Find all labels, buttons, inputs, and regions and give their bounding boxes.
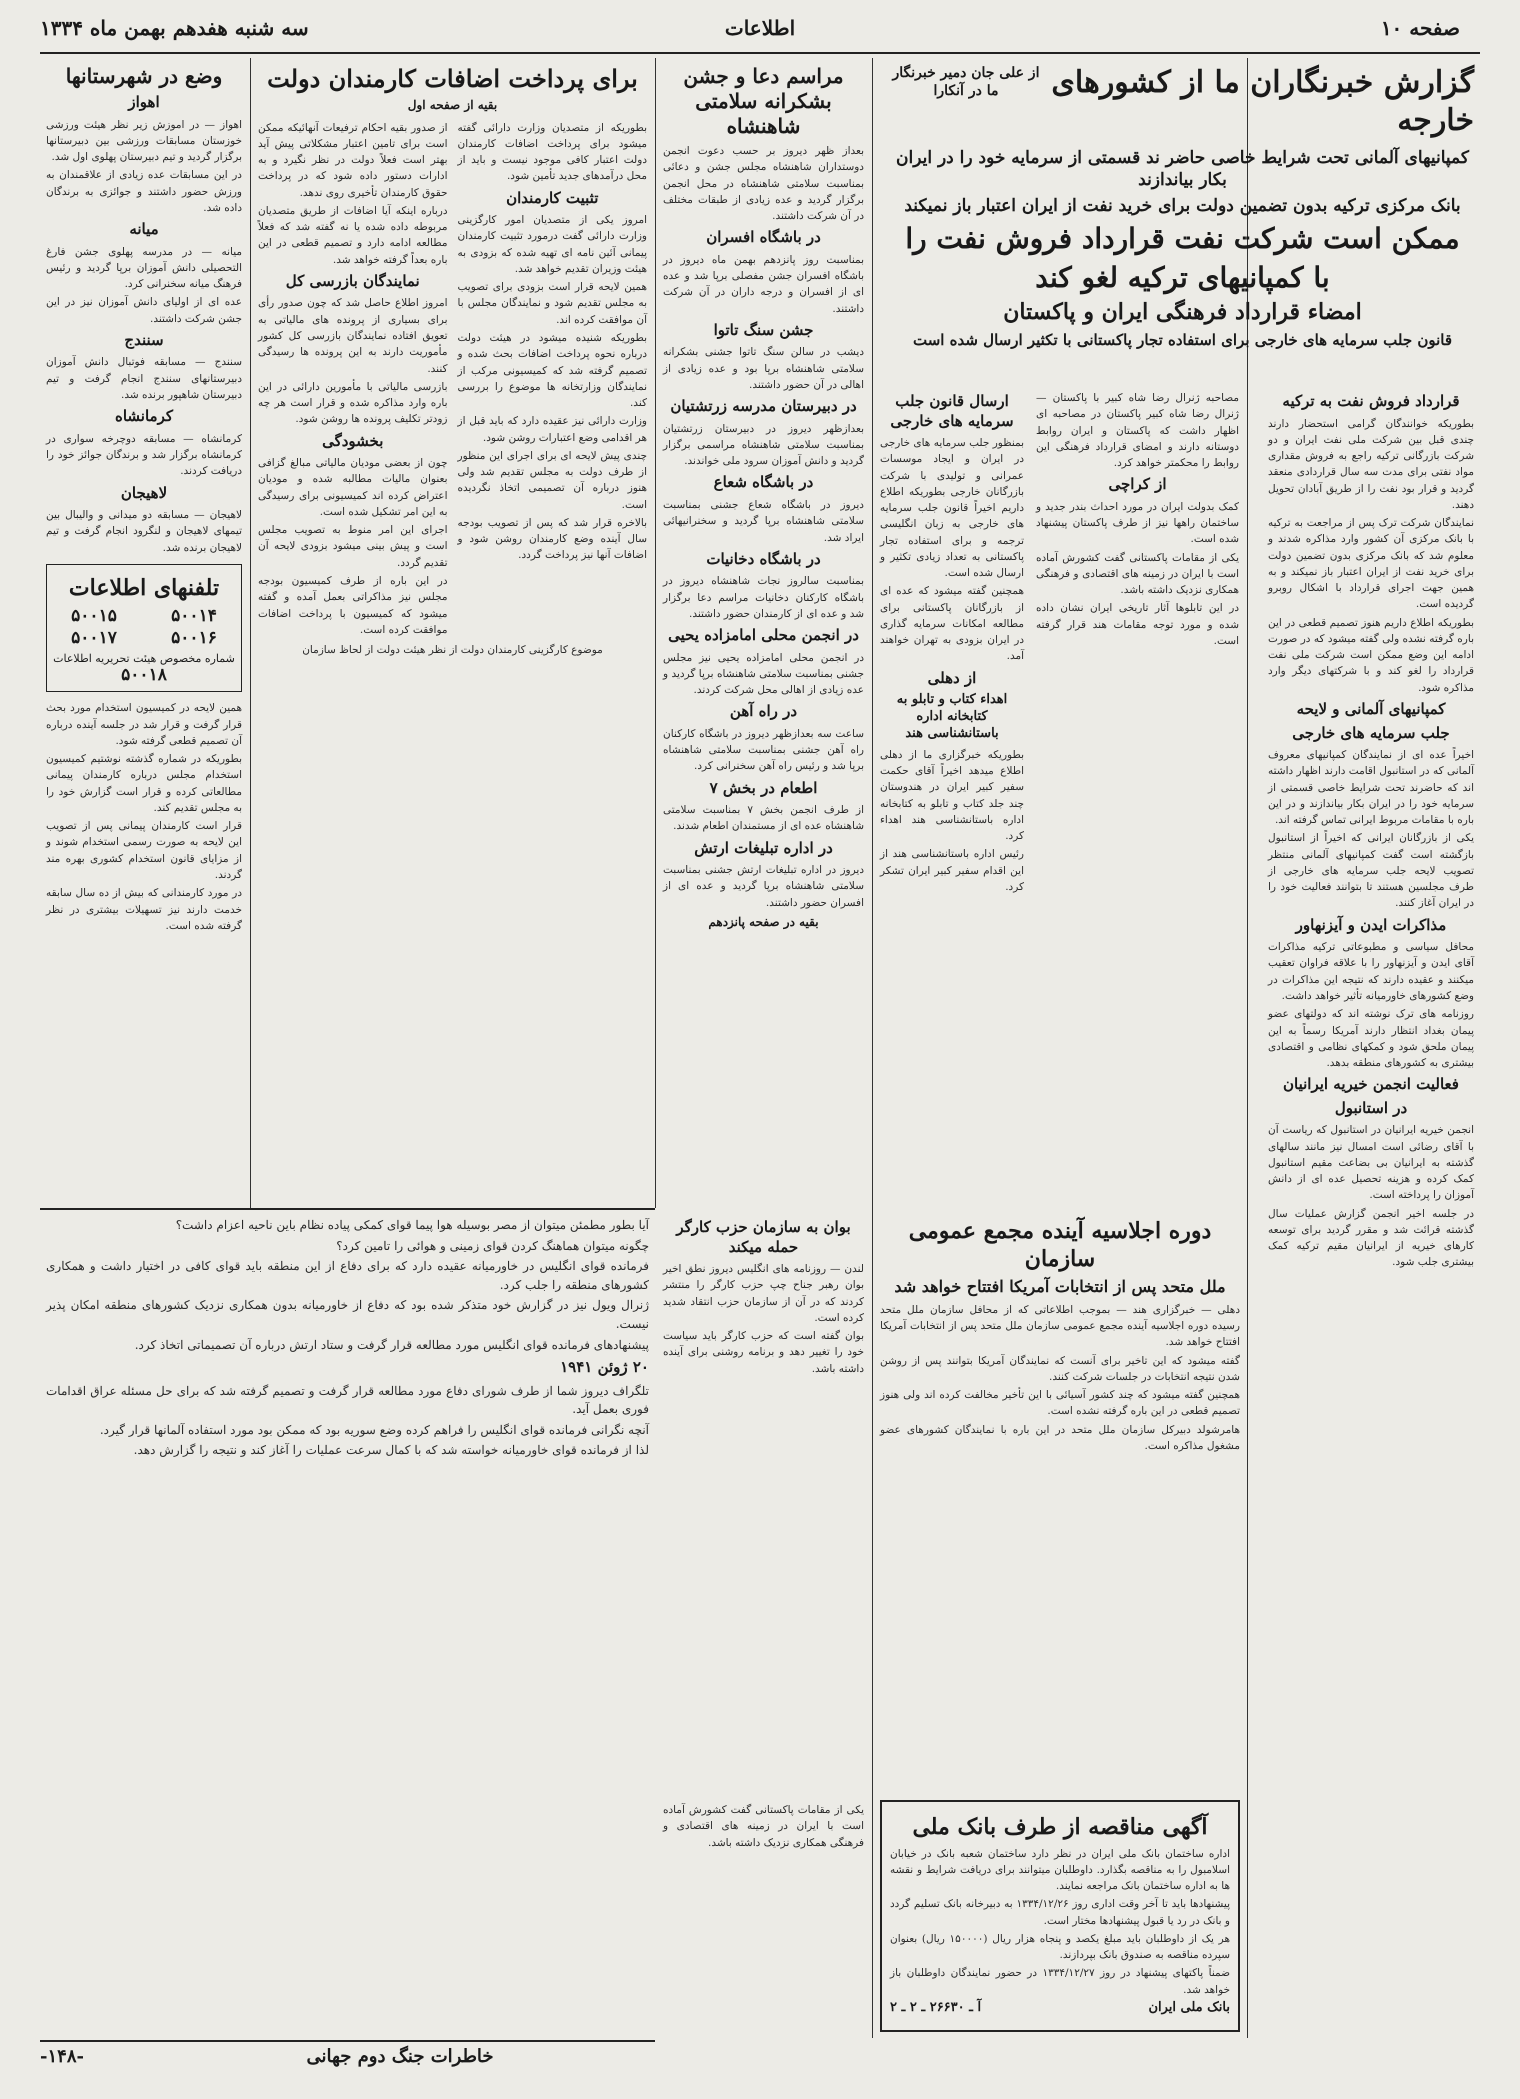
- subheading: در دبیرستان مدرسه زرتشتیان: [670, 397, 857, 416]
- subheading: از دهلی: [927, 668, 977, 687]
- paragraph: همچنین گفته میشود که چند کشور آسیائی با این تأخیر مخالفت کرده اند ولی هنوز تصمیم قطعی در این باره گرفته نشده است.: [880, 1389, 1240, 1418]
- provinces-article: [40, 60, 248, 1208]
- paragraph: در انجمن محلی امامزاده یحیی نیز مجلس جشنی بمناسبت سلامتی شاهنشاه برپا گردید و عده زیادی از اهالی محل شرکت کردند.: [663, 651, 864, 697]
- paragraph: کمک بدولت ایران در مورد احداث بندر جدید و ساختمان راهها نیز از طرف پاکستان پیشنهاد شده است.: [1036, 500, 1239, 546]
- paragraph: همین لایحه در کمیسیون استخدام مورد بحث قرار گرفت و قرار شد در جلسه آینده درباره آن تصمیم قطعی گرفته شود.: [46, 702, 242, 747]
- paragraph: انجمن خیریه ایرانیان در استانبول که ریاست آن با آقای رضائی است امسال نیز مانند سالهای گذشته به ایرانیان بی بضاعت مقیم استانبول کمک کرده و هزینه تحصیل عده ای از دانش آموزان را پرداخته است.: [1268, 1124, 1474, 1202]
- article-title: دوره اجلاسیه آینده مجمع عمومی سازمان: [908, 1218, 1212, 1272]
- paragraph: اجرای این امر منوط به تصویب مجلس است و پیش بینی میشود بزودی لایحه آن تقدیم گردد.: [258, 524, 448, 569]
- paragraph: دهلی — خبرگزاری هند — بموجب اطلاعاتی که از محافل سازمان ملل متحد رسیده دوره اجلاسیه آینده مجمع عمومی سازمان ملل متحد پس از انتخابات آمریکا افتتاح خواهد شد.: [880, 1303, 1240, 1349]
- subheading: در باشگاه شعاع: [713, 473, 814, 492]
- city-heading: سنندج: [124, 330, 164, 349]
- paragraph: در مورد کارمندانی که بیش از ده سال سابقه خدمت دارند نیز تسهیلات بیشتری در نظر گرفته شده است.: [46, 887, 242, 932]
- column-rule: [655, 58, 656, 1208]
- subheading: در راه آهن: [729, 702, 798, 721]
- paragraph: از طرف انجمن بخش ۷ بمناسبت سلامتی شاهنشاه عده ای از مستمندان اطعام شدند.: [663, 804, 865, 833]
- paragraph: بطوریکه در شماره گذشته نوشتیم کمیسیون استخدام مجلس درباره کارمندان پیمانی مطالعاتی کرده و قرار است گزارش خود را به مجلس تقدیم کند.: [46, 753, 242, 814]
- date-line: سه شنبه هفدهم بهمن ماه ۱۳۳۴: [40, 16, 309, 40]
- investment-law-column: [874, 388, 1030, 1208]
- paragraph: چگونه میتوان هماهنگ کردن قوای زمینی و هوائی را تامین کرد؟: [336, 1238, 649, 1253]
- cultural-agreement-column: [1030, 388, 1245, 1208]
- article-title: وضع در شهرستانها: [65, 64, 223, 88]
- paragraph: در این تابلوها آثار تاریخی ایران نشان داده شده و مورد توجه مقامات هند قرار گرفته است.: [1036, 602, 1239, 647]
- paragraph: اخیراً عده ای از نمایندگان کمپانیهای معروف آلمانی که در استانبول اقامت دارند اظهار داشته اند که حاضرند تحت شرایط خاصی قسمتی از سرمایه خود را در ایران بکار بیاندازند و در این باره با مقامات مربوط ایرانی تماس گرفته اند.: [1268, 749, 1474, 827]
- un-meeting-continued: [657, 1214, 870, 1794]
- paragraph: یکی از مقامات پاکستانی گفت کشورش آماده است با ایران در زمینه های اقتصادی و فرهنگی همکاری نزدیک داشته باشد.: [663, 1804, 864, 1849]
- paragraph: مصاحبه ژنرال رضا شاه کبیر با پاکستان — ژنرال رضا شاه کبیر پاکستان در مصاحبه ای اظهار داشت که پاکستان و ایران روابط دوستانه دارند و امضای قرارداد فرهنگی این روابط را محکمتر خواهد کرد.: [1036, 392, 1239, 470]
- paragraph: چندی پیش لایحه ای برای اجرای این منظور از طرف دولت به مجلس تقدیم شد ولی هنوز درباره آن تصمیمی اتخاذ نگردیده است.: [457, 449, 647, 511]
- column-rule: [872, 1208, 873, 2038]
- phone-number: ۵۰۰۱۵: [71, 606, 117, 627]
- paragraph: بازرسی مالیاتی با مأمورین دارائی در این باره وارد مذاکره شده و قرار است هر چه زودتر تکلیف پرونده ها روشن شود.: [258, 380, 448, 426]
- phone-grid: [53, 606, 235, 648]
- article-title: مراسم دعا و جشن بشکرانه سلامتی شاهنشاه: [683, 64, 844, 138]
- subheading: نمایندگان بازرسی کل: [285, 271, 420, 290]
- paragraph: پیشنهادها باید تا آخر وقت اداری روز ۱۳۳۴/۱۲/۲۶ به دبیرخانه بانک تسلیم گردد و بانک در رد یا قبول پیشنهادها مختار است.: [890, 1898, 1230, 1927]
- paragraph: نمایندگان شرکت ترک پس از مراجعت به ترکیه با بانک مرکزی آن کشور وارد مذاکره شدند و معلوم شد که بانک مرکزی بدون تضمین دولت برای خرید نفت از ایران اعتبار باز نمیکند و به همین جهت اجرای قرارداد با اشکال روبرو گردیده است.: [1268, 517, 1474, 611]
- paragraph: چون از بعضی مودیان مالیاتی مبالغ گزافی بعنوان مالیات مطالبه شده و مودیان اعتراض کرده اند کمیسیونی برای رسیدگی به این امر تشکیل شده است.: [258, 457, 448, 518]
- paragraph: امروز اطلاع حاصل شد که چون صدور رأی برای بسیاری از پرونده های مالیاتی به تعویق افتاده نمایندگان بازرسی کل کشور مأموریت دارند به این پرونده ها رسیدگی کنند.: [258, 297, 448, 375]
- un-meeting-article: [874, 1214, 1246, 1452]
- paragraph: تلگراف دیروز شما از طرف شورای دفاع مورد مطالعه قرار گرفت و تصمیم گرفته شد که برای حل مسئله عراق اقدامات فوری بعمل آید.: [46, 1383, 649, 1417]
- paragraph: اهواز — در اموزش زیر نظر هیئت ورزشی خوزستان مسابقات ورزشی بین دبیرستانها برگزار گردید و تیم دبیرستان پهلوی اول شد.: [46, 118, 242, 164]
- memoirs-article: [40, 1214, 655, 2038]
- paragraph: رئیس اداره باستانشناسی هند از این اقدام سفیر کبیر ایران تشکر کرد.: [880, 848, 1024, 894]
- subheading: در اداره تبلیغات ارتش: [694, 838, 833, 857]
- continued-from: بقیه از صفحه اول: [407, 98, 498, 112]
- paragraph: در جلسه اخیر انجمن گزارش عملیات سال گذشته قرائت شد و مقرر گردید برای توسعه کارهای خیریه از ایرانیان مقیم ترکیه کمک بیشتری جلب شود.: [1268, 1207, 1474, 1269]
- footer-rule: [40, 2040, 655, 2042]
- column-rule: [872, 58, 873, 1208]
- phone-number: ۵۰۰۱۴: [171, 606, 217, 627]
- paragraph: ضمناً پاکتهای پیشنهاد در روز ۱۳۳۴/۱۲/۲۷ در حضور نمایندگان داوطلبان باز خواهد شد.: [890, 1967, 1230, 1996]
- subheading: اطعام در بخش ۷: [709, 778, 818, 797]
- city-heading: اهواز: [128, 93, 160, 111]
- paragraph: موضوع کارگزینی کارمندان دولت از نظر هیئت دولت از لحاظ سازمان: [302, 644, 603, 657]
- article-deck: قانون جلب سرمایه های خارجی برای استفاده تجار پاکستانی با تکثیر ارسال شده است: [912, 330, 1453, 349]
- phone-number-special: ۵۰۰۱۸: [121, 665, 167, 686]
- paragraph: همین لایحه قرار است بزودی برای تصویب به مجلس تقدیم شود و نمایندگان مجلس با آن موافقت کرده اند.: [457, 281, 647, 326]
- paragraph: دیشب در سالن سنگ تاتوا جشنی بشکرانه سلامتی شاهنشاه برپا بود و عده زیادی از اهالی در آن حضور داشتند.: [663, 346, 864, 391]
- paragraph: آیا بطور مطمئن میتوان از مصر بوسیله هوا پیما قوای کمکی پیاده نظام باین ناحیه اعزام داشت؟: [175, 1218, 649, 1232]
- subheading: ارسال قانون جلب سرمایه های خارجی: [890, 392, 1014, 430]
- article-title: گزارش خبرنگاران ما از کشورهای خارجه: [1051, 65, 1474, 138]
- paragraph: وزارت دارائی نیز عقیده دارد که باید قبل از هر اقدامی وضع اعتبارات روشن شود.: [457, 415, 647, 444]
- paragraph: بطوریکه خوانندگان گرامی استحضار دارند چندی قبل بین شرکت ملی نفت ایران و دو شرکت بازرگانی ترکیه راجع به فروش مقداری مواد نفتی برای مدت سه سال قراردادی منعقد گردید و قرار بود نفت را از طریق آبادان تحویل دهند.: [1268, 417, 1474, 511]
- subheading: جلب سرمایه های خارجی: [1292, 723, 1450, 742]
- paragraph: محافل سیاسی و مطبوعاتی ترکیه مذاکرات آقای ایدن و آیزنهاور را با علاقه فراوان تعقیب میکنند و عقیده دارند که نتیجه این مذاکرات در وضع کشورهای خاورمیانه تأثیر خواهد داشت.: [1268, 941, 1474, 1002]
- subheading: در باشگاه افسران: [706, 228, 821, 247]
- paragraph: بطوریکه خبرگزاری ما از دهلی اطلاع میدهد اخیراً آقای حکمت سفیر کبیر ایران در هندوستان چند جلد کتاب و تابلو به کتابخانه اداره باستانشناسی هند اهداء کرد.: [880, 748, 1024, 843]
- article-headline: با کمپانیهای ترکیه لغو کند: [1035, 261, 1330, 295]
- ad-bank-name: بانک ملی ایران: [1148, 1999, 1230, 2015]
- paragraph: بعداز ظهر دیروز بر حسب دعوت انجمن دوستداران شاهنشاه مجلس جشن و دعائی بمناسبت سلامتی شاهنشاه در محل انجمن برگزار گردید و عده زیادی از طبقات مختلف در آن شرکت داشتند.: [663, 145, 864, 223]
- paragraph: بطوریکه شنیده میشود در هیئت دولت درباره نحوه پرداخت اضافات بحث شده و تصمیم گرفته شد که کمیسیونی مرکب از نمایندگان وزارتخانه ها موضوع را بررسی کند.: [457, 332, 647, 410]
- paragraph: بمناسبت روز پانزدهم بهمن ماه دیروز در باشگاه افسران جشن مفصلی برپا شد و عده ای از افسران و درجه داران در آن شرکت داشتند.: [663, 253, 864, 315]
- subheading: بخشودگی: [322, 431, 384, 450]
- cultural-continued: [657, 1800, 870, 2032]
- subheading: فعالیت انجمن خیریه ایرانیان: [1283, 1075, 1459, 1094]
- paragraph: یکی از مقامات پاکستانی گفت کشورش آماده است با ایران در زمینه های اقتصادی و فرهنگی همکاری نزدیک داشته باشد.: [1036, 551, 1239, 597]
- paragraph: لندن — روزنامه های انگلیس دیروز نطق اخیر بوان رهبر جناح چپ حزب کارگر را منتشر کردند که در آن از سازمان حزب انتقاد شدید کرده است.: [663, 1263, 864, 1324]
- bank-tender-ad: [880, 1800, 1240, 2032]
- paragraph: بوان گفته است که حزب کارگر باید سیاست خود را تغییر دهد و برنامه روشنی برای آینده داشته باشد.: [663, 1330, 864, 1375]
- subheading: کمپانیهای آلمانی و لایحه: [1296, 700, 1446, 719]
- paragraph: اداره ساختمان بانک ملی ایران در نظر دارد ساختمان شعبه بانک در خیابان اسلامبول را به مناقصه بگذارد. داوطلبان میتوانند برای دریافت شرایط و نقشه ها به اداره ساختمان بانک مراجعه نمایند.: [890, 1847, 1230, 1893]
- article-deck: ملل متحد پس از انتخابات آمریکا افتتاح خواهد شد: [894, 1277, 1226, 1296]
- paragraph: هر یک از داوطلبان باید مبلغ یکصد و پنجاه هزار ریال (۱۵۰۰۰۰ ریال) بعنوان سپرده مناقصه به صندوق بانک بپردازند.: [890, 1932, 1230, 1962]
- subheading: از کراچی: [1108, 475, 1167, 494]
- phones-note: شماره مخصوص هیئت تحریریه اطلاعات: [53, 652, 235, 666]
- paper-name: اطلاعات: [724, 16, 796, 40]
- paragraph: سنندج — مسابقه فوتبال دانش آموزان دبیرستانهای سنندج انجام گرفت و تیم دبیرستان شاهپور برنده شد.: [46, 356, 242, 401]
- paragraph: درباره اینکه آیا اضافات از طریق متصدیان مربوطه داده شده یا نه گفته شد که فعلاً مطالعه ادامه دارد و تصمیم قطعی در این باره بعداً گرفته خواهد شد.: [258, 204, 448, 266]
- subheading: تثبیت کارمندان: [506, 188, 599, 207]
- article-title: برای پرداخت اضافات کارمندان دولت: [267, 64, 638, 93]
- subheading: بوان به سازمان حزب کارگر حمله میکند: [676, 1218, 851, 1256]
- column-rule: [1247, 1208, 1248, 2038]
- paragraph: بطوریکه از متصدیان وزارت دارائی گفته میشود برای پرداخت اضافات کارمندان دولت اعتبار کافی موجود نیست و باید از محل درآمدهای جدید تأمین شود.: [457, 121, 647, 183]
- article-deck: کمپانیهای آلمانی تحت شرایط خاصی حاضر ند قسمتی از سرمایه خود را در ایران بکار بیاندازند: [896, 148, 1469, 191]
- continued-note: بقیه در صفحه پانزدهم: [708, 915, 819, 929]
- subheading: اهداء کتاب و تابلو به کتابخانه اداره باستانشناسی هند: [896, 692, 1008, 741]
- paragraph: یکی از بازرگانان ایرانی که اخیراً از استانبول بازگشته است گفت کمپانیهای آلمانی منتظر تصویب لایحه جلب سرمایه های خارجی از طرف مجلسین هستند تا بتوانند فعالیت خود را در ایران آغاز کنند.: [1268, 832, 1474, 910]
- article-deck: بانک مرکزی ترکیه بدون تضمین دولت برای خرید نفت از ایران اعتبار باز نمیکند: [904, 196, 1461, 217]
- paragraph: پیشنهادهای فرمانده قوای انگلیس مورد مطالعه قرار گرفت و ستاد ارتش درباره آن تصمیماتی اتخاذ کرد.: [134, 1337, 649, 1352]
- foreign-report-column: [1262, 388, 1480, 2038]
- paragraph: فرمانده قوای انگلیس در خاورمیانه عقیده دارد که برای دفاع از این منطقه باید قوای کافی در اختیار داشت و همکاری کشورهای منطقه را جلب کرد.: [46, 1259, 649, 1292]
- paragraph: روزنامه های ترک نوشته اند که دولتهای عضو پیمان بغداد انتظار دارند آمریکا رسماً به این پیمان ملحق شود و کمکهای نظامی و اقتصادی بیشتری به کشورهای منطقه بدهد.: [1268, 1008, 1474, 1070]
- paragraph: هامرشولد دبیرکل سازمان ملل متحد در این باره با نمایندگان کشورهای عضو مشغول مذاکره است.: [880, 1423, 1240, 1452]
- subheading: در باشگاه دخانیات: [706, 549, 821, 568]
- phone-number: ۵۰۰۱۷: [71, 628, 117, 649]
- subheading: مذاکرات ایدن و آیزنهاور: [1295, 915, 1447, 934]
- header-rule: [40, 52, 1480, 54]
- paragraph: بمنظور جلب سرمایه های خارجی در ایران و ایجاد موسسات عمرانی و تولیدی با شرکت بازرگانان خارجی بطوریکه اطلاع داریم اخیراً قانون جلب سرمایه های خارجی به زبان انگلیسی ترجمه و برای استفاده تجار پاکستانی به تعداد زیادی تکثیر و ارسال شده است.: [880, 437, 1024, 580]
- paragraph: بطوریکه اطلاع داریم هنوز تصمیم قطعی در این باره گرفته نشده ولی گفته میشود که در صورت ادامه این وضع ممکن است شرکت ملی نفت قرارداد را لغو کند و با شرکتهای دیگر وارد مذاکره شود.: [1268, 616, 1474, 694]
- paragraph: دیروز در اداره تبلیغات ارتش جشنی بمناسبت سلامتی شاهنشاه برپا گردید و عده ای از افسران حضور داشتند.: [663, 864, 864, 909]
- paragraph: بعدازظهر دیروز در دبیرستان زرتشتیان بمناسبت سلامتی شاهنشاه مراسمی برگزار گردید و دانش آموزان سرود ملی خواندند.: [663, 422, 864, 468]
- page-number: صفحه ۱۰: [1380, 16, 1460, 40]
- phone-number: ۵۰۰۱۶: [171, 628, 217, 649]
- subheading: جشن سنگ تاتوا: [713, 320, 814, 339]
- section-rule: [40, 1208, 655, 1210]
- ad-footer: [890, 2000, 1230, 2015]
- paragraph: از صدور بقیه احکام ترفیعات آنهائیکه ممکن است برای تامین اعتبار مشکلاتی پیش آید بهتر است فعلاً دولت در نظر نگیرد و به ادارات دستور داده شود که در پرداخت حقوق کارمندان تأخیری روی ندهد.: [258, 121, 448, 199]
- paragraph: همچنین گفته میشود که عده ای از بازرگانان پاکستانی برای مطالعه امکانات سرمایه گذاری در ایران بزودی به تهران خواهند آمد.: [880, 585, 1024, 663]
- paragraph: بالاخره قرار شد که پس از تصویب بودجه سال آینده وضع کارمندان روشن شود و اضافات آنها نیز پرداخت گردد.: [457, 516, 647, 562]
- article-headline: امضاء قرارداد فرهنگی ایران و پاکستان: [1003, 299, 1362, 326]
- paragraph: در این مسابقات عده زیادی از علاقمندان به ورزش حضور داشتند و جوائزی به برندگان داده شد.: [46, 169, 242, 214]
- subheading: قرارداد فروش نفت به ترکیه: [1282, 392, 1460, 410]
- city-heading: کرمانشاه: [114, 407, 173, 426]
- paragraph: بمناسبت سالروز نجات شاهنشاه دیروز در باشگاه کارکنان دخانیات مراسم دعا برگزار شد و عده ای از کارمندان حضور داشتند.: [663, 575, 864, 620]
- subheading: در استانبول: [1334, 1098, 1408, 1117]
- paragraph: قرار است کارمندان پیمانی پس از تصویب این لایحه به صورت رسمی استخدام شوند و از مزایای قانون استخدام کشوری بهره مند گردند.: [46, 820, 242, 881]
- paragraph: دیروز در باشگاه شعاع جشنی بمناسبت سلامتی شاهنشاه برپا گردید و سخنرانیهائی ایراد شد.: [663, 498, 864, 544]
- city-heading: میانه: [129, 220, 159, 239]
- paragraph: لاهیجان — مسابقه دو میدانی و والیبال بین تیمهای لاهیجان و لنگرود انجام گرفت و تیم لاهیجان برنده شد.: [46, 509, 242, 554]
- page-folio: -۱۴۸-: [40, 2046, 84, 2067]
- paragraph: امروز یکی از متصدیان امور کارگزینی وزارت دارائی گفت درمورد تثبیت کارمندان پیمانی آئین نامه ای تهیه شده که بزودی به هیئت وزیران تقدیم خواهد شد.: [457, 214, 647, 275]
- article-headline: ممکن است شرکت نفت قرارداد فروش نفت را: [905, 222, 1460, 256]
- ad-title: آگهی مناقصه از طرف بانک ملی: [912, 1814, 1208, 1840]
- paragraph: ژنرال ویول نیز در گزارش خود متذکر شده بود که دفاع از خاورمیانه بدون همکاری نزدیک کشورهای منطقه امکان پذیر نیست.: [46, 1298, 649, 1331]
- phones-title: تلفنهای اطلاعات: [68, 574, 220, 601]
- date-heading: ۲۰ ژوئن ۱۹۴۱: [560, 1358, 649, 1377]
- article-kicker: از علی جان دمیر خبرنگار ما در آنکارا: [892, 65, 1040, 100]
- ceremonies-article: [657, 60, 870, 1208]
- paragraph: عده ای از اولیای دانش آموزان نیز در این جشن شرکت داشتند.: [46, 296, 242, 325]
- paragraph: آنچه نگرانی فرمانده قوای انگلیس را فراهم کرده وضع سوریه بود که ممکن بود مورد استفاده آلمانها قرار گیرد.: [99, 1422, 649, 1437]
- phones-box: [46, 564, 242, 693]
- employees-article: [252, 60, 653, 1208]
- paragraph: میانه — در مدرسه پهلوی جشن فارغ التحصیلی دانش آموزان برپا گردید و رئیس فرهنگ میانه سخنرانی کرد.: [46, 245, 242, 291]
- memoirs-footer-title: خاطرات جنگ دوم جهانی: [306, 2046, 494, 2067]
- column-rule: [250, 58, 251, 1208]
- ad-code: آ ـ ۲۶۶۳۰ ـ ۲ ـ ۲: [890, 1999, 982, 2015]
- paragraph: ساعت سه بعدازظهر دیروز در باشگاه کارکنان راه آهن جشنی بمناسبت سلامتی شاهنشاه برپا شد و رئیس راه آهن سخنرانی کرد.: [663, 727, 864, 773]
- paragraph: در این باره از طرف کمیسیون بودجه مجلس نیز مذاکراتی بعمل آمده و گفته میشود که کمیسیون با پرداخت اضافات موافقت کرده است.: [258, 574, 448, 636]
- paragraph: گفته میشود که این تاخیر برای آنست که نمایندگان آمریکا بتوانند پس از روشن شدن نتیجه انتخابات در جلسات شرکت کنند.: [880, 1354, 1240, 1383]
- paragraph: کرمانشاه — مسابقه دوچرخه سواری در کرمانشاه برگزار شد و برندگان جوائز خود را دریافت کردند.: [46, 432, 242, 478]
- subheading: در انجمن محلی امامزاده یحیی: [668, 626, 859, 645]
- paragraph: لذا از فرمانده قوای خاورمیانه خواسته شد که با کمال سرعت عملیات را آغاز کند و نتیجه را گزارش دهد.: [133, 1443, 649, 1458]
- city-heading: لاهیجان: [120, 483, 168, 502]
